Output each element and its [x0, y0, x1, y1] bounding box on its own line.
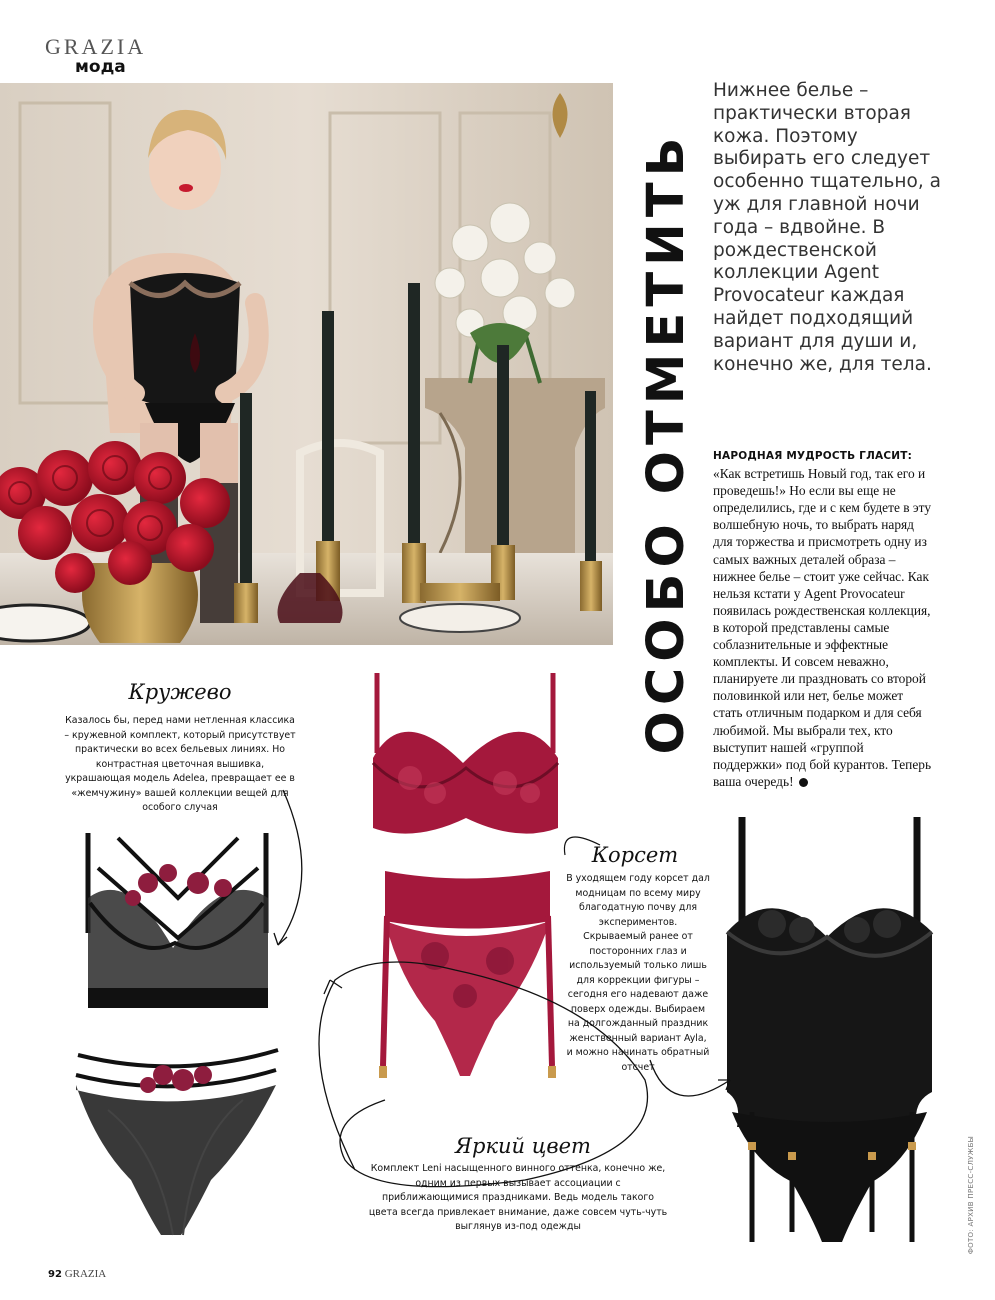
lace-title: Кружево: [128, 680, 232, 704]
color-arrow-head-icon: [324, 980, 342, 994]
photo-credit: [965, 1135, 977, 1255]
body-copy: «Как встретишь Новый год, так его и проведешь!» Но если вы еще не определились, где и с кем будете в эту волшебную ночь, то выбрать наряд для торжества и присмотреть одну из самых важных деталей образа – нижнее белье – стоит уже сейчас. Как нельзя кстати у Agent Provocateur появилась рождественская коллекция, в которой представлены самые соблазнительные и эффектные комплекты. И совсем неважно, планируете ли праздновать со второй половинкой или нет, белье может стать отличным подарком и для себя любимой. Мы выбрали тех, кто выступит нашей «группой поддержки» под бой курантов. Теперь ваша очередь!: [713, 466, 932, 789]
intro-text: Нижнее белье – практически вторая кожа. Поэтому выбирать его следует особенно тщательно, а уж для главной ночи года – вдвойне. В рождественской коллекции Agent Provocateur каждая найдет подходящий вариант для души и, конечно же, для тела.: [713, 80, 941, 375]
lace-caption: Казалось бы, перед нами нетленная классика – кружевной комплект, который присутствует практически во всех бельевых линиях. Но контрастная цветочная вышивка, украшающая модель Adelea, превращает ее в «жемчужину» вашей коллекции вещей для особого случая: [64, 715, 296, 813]
photo-credit-text: ФОТО: АРХИВ ПРЕСС-СЛУЖБЫ: [967, 1135, 975, 1255]
page-number: 92: [48, 1269, 62, 1280]
folio-magazine: GRAZIA: [64, 1268, 107, 1280]
page-folio: [48, 1268, 106, 1280]
lace-arrow: [278, 790, 302, 945]
corset-caption: В уходящем году корсет дал модницам по всему миру благодатную почву для экспериментов. Скрываемый ранее от посторонних глаз и используемый только лишь для коррекции фигуры – сегодня его надевают даже поверх одежды. Выбираем на долгожданный праздник женственный вариант Ayla, и можно начинать обратный отсчет: [566, 873, 710, 1073]
corset-arrow: [650, 1060, 730, 1096]
body-lead: НАРОДНАЯ МУДРОСТЬ ГЛАСИТ:: [713, 450, 912, 462]
corset-title: Корсет: [591, 843, 679, 867]
headline-text: ОСОБО ОТМЕТИТЬ: [637, 131, 696, 754]
color-title: Яркий цвет: [455, 1134, 591, 1158]
section-label: мода: [75, 57, 126, 77]
color-caption: Комплект Leni насыщенного винного оттенка, конечно же, одним из первых вызывает ассоциации с приближающимися праздниками. Ведь модель такого цвета всегда привлекает внимание, даже совсем чуть-чуть выглянув из-под одежды: [368, 1163, 668, 1232]
corset-title-curl: [564, 837, 600, 855]
magazine-logo: GRAZIA: [45, 34, 147, 59]
